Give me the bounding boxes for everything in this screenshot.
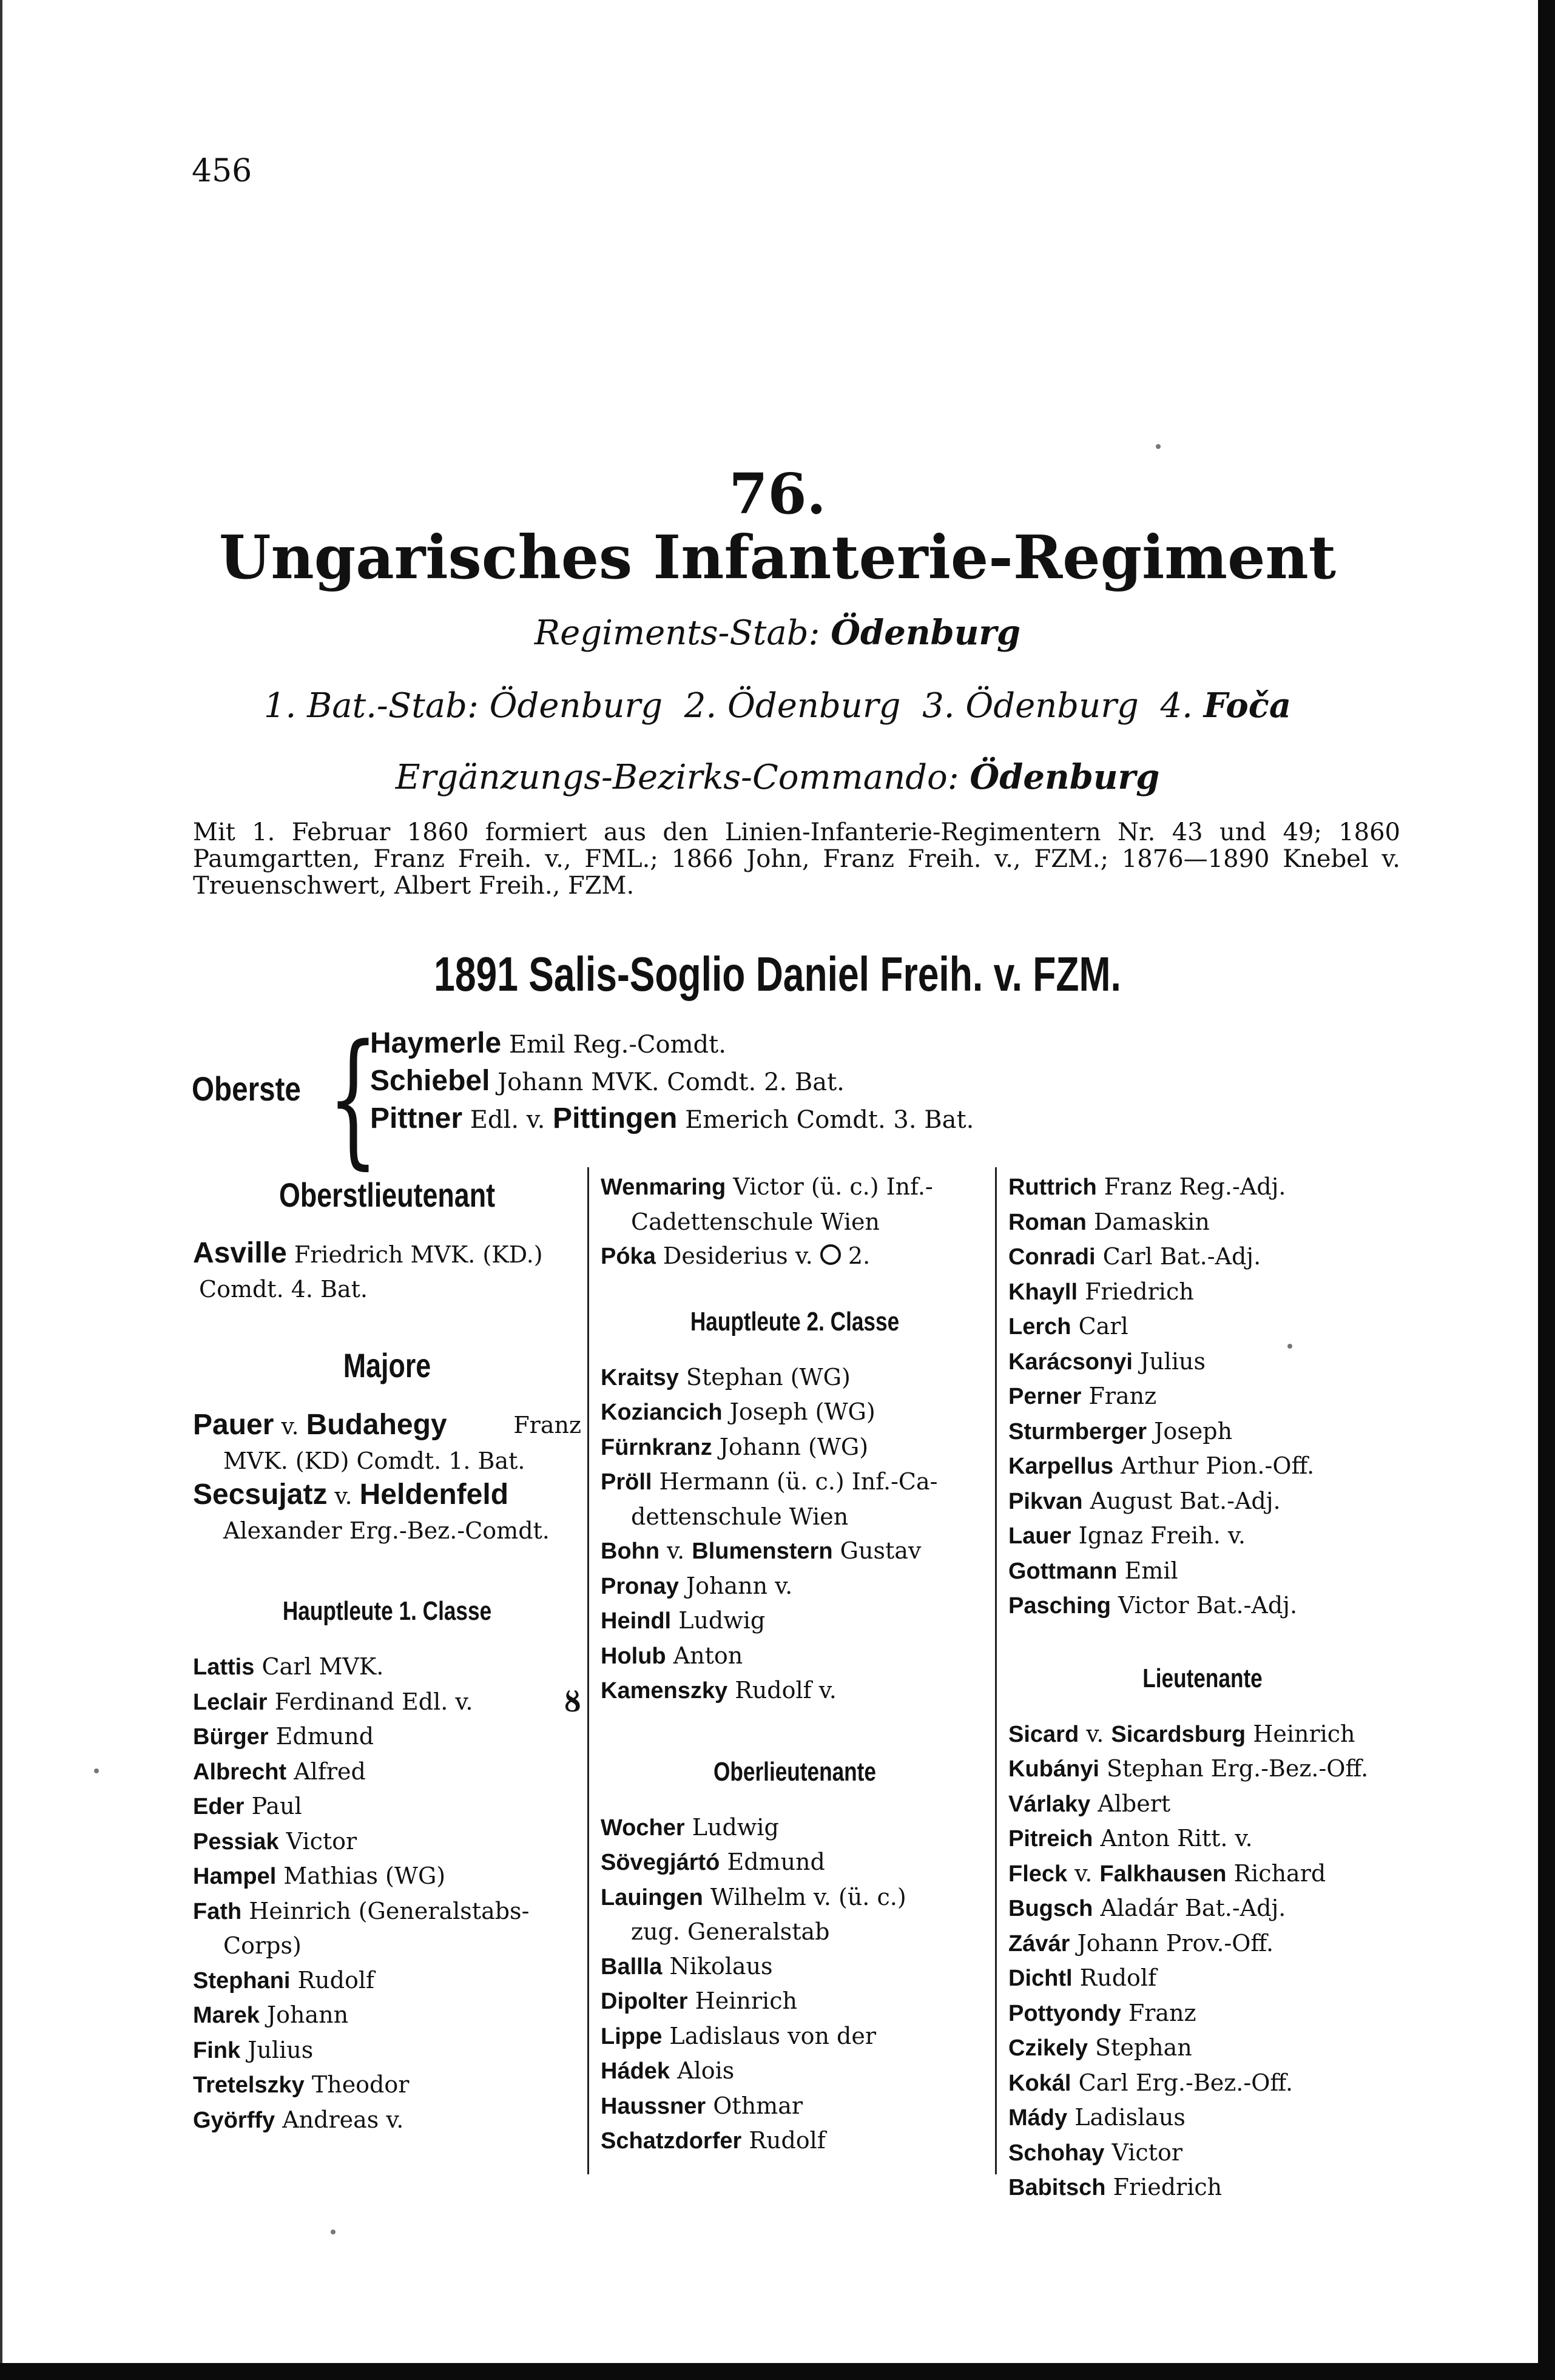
bat2-label: 2. [684,686,717,726]
bat1-place: Ödenburg [489,686,663,726]
column-left [193,1171,581,2137]
page-edge-left [0,0,2,2380]
column-divider [995,1167,997,2174]
list-item: Hádek Alois [601,2057,735,2084]
list-item: Perner Franz [1008,1383,1157,1409]
hauptleute2-heading: Hauptleute 2. Classe [690,1306,900,1337]
list-item: Várlaky Albert [1008,1790,1171,1817]
brace-icon: { [328,1013,379,1183]
list-item: Kubányi Stephan Erg.-Bez.-Off. [1008,1755,1369,1782]
list-item: Koziancich Joseph (WG) [601,1398,875,1425]
oberste-entry: Haymerle Emil Reg.-Comdt. [370,1027,726,1059]
column-right [1008,1170,1397,2205]
staff-prefix: Regiments-Stab: [534,613,820,653]
list-item: Tretelszky Theodor [193,2071,410,2098]
majore-heading: Majore [343,1346,431,1384]
scan-speck [1287,1344,1292,1349]
regiment-title: Ungarisches Infanterie-Regiment [219,523,1336,593]
list-item-cont: dettenschule Wien [631,1503,849,1530]
hauptleute1-heading: Hauptleute 1. Classe [282,1596,492,1626]
circle-icon [820,1244,841,1265]
list-item: Kraitsy Stephan (WG) [601,1363,851,1391]
regiment-staff-line [0,613,1555,653]
bat3-label: 3. [922,686,955,726]
list-item: Lattis Carl MVK. [193,1653,384,1680]
oberste-label: Oberste [192,1070,301,1108]
list-item: Hampel Mathias (WG) [193,1863,446,1889]
list-item-cont: Alexander Erg.-Bez.-Comdt. [223,1517,550,1544]
list-item: Pottyondy Franz [1008,1999,1196,2026]
bat4-place: Foča [1203,686,1292,726]
oberste-list [370,1025,974,1138]
lieutenante-heading: Lieutenante [1142,1663,1263,1693]
list-item: Fath Heinrich (Generalstabs- [193,1897,530,1924]
list-item-cont: MVK. (KD) Comdt. 1. Bat. [223,1447,525,1474]
list-item: Wenmaring Victor (ü. c.) Inf.- [601,1173,933,1200]
list-item: Bohn v. Blumenstern Gustav [601,1537,922,1564]
list-item: Gottmann Emil [1008,1557,1178,1584]
list-item: Leclair Ferdinand Edl. v. ȣ [193,1685,581,1720]
list-item: Fleck v. Falkhausen Richard [1008,1859,1326,1887]
scan-speck [1156,444,1161,449]
list-item: Karpellus Arthur Pion.-Off. [1008,1452,1315,1479]
list-item: Karácsonyi Julius [1008,1347,1206,1375]
list-item: Bugsch Aladár Bat.-Adj. [1008,1895,1286,1921]
bat1-prefix: 1. Bat.-Stab: [263,686,479,726]
list-item: Haussner Othmar [601,2092,803,2119]
scan-border-right [1538,0,1555,2380]
list-item: Stephani Rudolf [193,1966,375,1994]
list-item: Schatzdorfer Rudolf [601,2127,826,2154]
list-item: Ballla Nikolaus [601,1952,773,1980]
list-item: Závár Johann Prov.-Off. [1008,1929,1274,1957]
list-item: Secsujatz v. Heldenfeld [193,1478,509,1511]
regiment-owner: 1891 Salis-Soglio Daniel Freih. v. FZM. [434,947,1121,1001]
scan-speck [331,2230,336,2234]
staff-place: Ödenburg [831,613,1021,653]
scan-speck [94,1768,99,1773]
list-item: Sicard v. Sicardsburg Heinrich [1008,1720,1355,1747]
list-item: Kamenszky Rudolf v. [601,1677,837,1704]
battalion-staff-line [0,686,1555,726]
list-item: Babitsch Friedrich [1008,2174,1223,2200]
scan-border-bottom [0,2363,1555,2380]
list-item: Pikvan August Bat.-Adj. [1008,1487,1281,1514]
column-middle [601,1170,989,2159]
list-item-cont: Comdt. 4. Bat. [199,1275,368,1303]
list-item: Asville Friedrich MVK. (KD.) [193,1237,543,1269]
list-item: Sövegjártó Edmund [601,1849,825,1875]
list-item: Khayll Friedrich [1008,1278,1194,1305]
list-item: Dichtl Rudolf [1008,1964,1157,1991]
list-item: Pröll Hermann (ü. c.) Inf.-Ca- [601,1468,938,1495]
list-item: Conradi Carl Bat.-Adj. [1008,1243,1261,1270]
oberstlieutenant-heading: Oberstlieutenant [279,1176,495,1214]
list-item: Ruttrich Franz Reg.-Adj. [1008,1173,1286,1200]
list-item: Lerch Carl [1008,1313,1128,1340]
column-divider [587,1167,589,2174]
bat3-place: Ödenburg [965,686,1139,726]
ergaenzung-line [0,757,1555,797]
list-item: Wocher Ludwig [601,1813,779,1841]
list-item-cont: zug. Generalstab [631,1918,830,1945]
regiment-history: Mit 1. Februar 1860 formiert aus den Linien-Infanterie-Regimentern Nr. 43 und 49; 1860 Paumgartten, Franz Freih. v., FML.; 1866 John, Franz Freih. v., FZM.; 1876—1890 Knebel v. Treuenschwert, Albert Freih., FZM. [193,818,1400,900]
list-item: Albrecht Alfred [193,1758,366,1785]
list-item: Lippe Ladislaus von der [601,2022,877,2049]
list-item: Fürnkranz Johann (WG) [601,1433,869,1460]
list-item: Roman Damaskin [1008,1208,1210,1235]
list-item: Czikely Stephan [1008,2034,1192,2061]
list-item: Schohay Victor [1008,2139,1182,2166]
list-item: Holub Anton [601,1642,743,1669]
list-item-cont: Cadettenschule Wien [631,1208,880,1235]
ergaenzung-prefix: Ergänzungs-Bezirks-Commando: [395,758,959,797]
list-item: Lauer Ignaz Freih. v. [1008,1522,1246,1549]
list-item: Pitreich Anton Ritt. v. [1008,1825,1253,1852]
list-item: Eder Paul [193,1793,302,1819]
oberlieutenante-heading: Oberlieutenante [713,1756,876,1787]
list-item-cont: Corps) [223,1932,302,1959]
oberste-entry: Pittner Edl. v. Pittingen Emerich Comdt. 3. Bat. [370,1102,974,1134]
list-item: Fink Julius [193,2036,314,2063]
list-item: Mády Ladislaus [1008,2104,1186,2131]
list-item: Póka Desiderius v. 2. [601,1242,871,1269]
page-number: 456 [192,153,252,189]
list-item: Sturmberger Joseph [1008,1417,1233,1445]
list-item: Lauingen Wilhelm v. (ü. c.) [601,1883,906,1910]
list-item: Pronay Johann v. [601,1572,793,1599]
list-item: Dipolter Heinrich [601,1987,797,2014]
list-item: Pasching Victor Bat.-Adj. [1008,1592,1298,1619]
bat4-label: 4. [1160,686,1193,726]
list-item: Kokál Carl Erg.-Bez.-Off. [1008,2069,1294,2096]
ergaenzung-place: Ödenburg [970,757,1160,797]
bat2-place: Ödenburg [727,686,901,726]
list-item: Pauer v. Budahegy Franz [193,1409,581,1441]
regiment-number: 76. [729,461,826,527]
list-item: Györffy Andreas v. [193,2106,404,2133]
decoration-icon: ȣ [564,1685,581,1718]
list-item: Marek Johann [193,2001,349,2028]
list-item: Pessiak Victor [193,1827,357,1855]
oberste-entry: Schiebel Johann MVK. Comdt. 2. Bat. [370,1065,845,1097]
list-item: Bürger Edmund [193,1723,374,1750]
list-item: Heindl Ludwig [601,1607,766,1634]
